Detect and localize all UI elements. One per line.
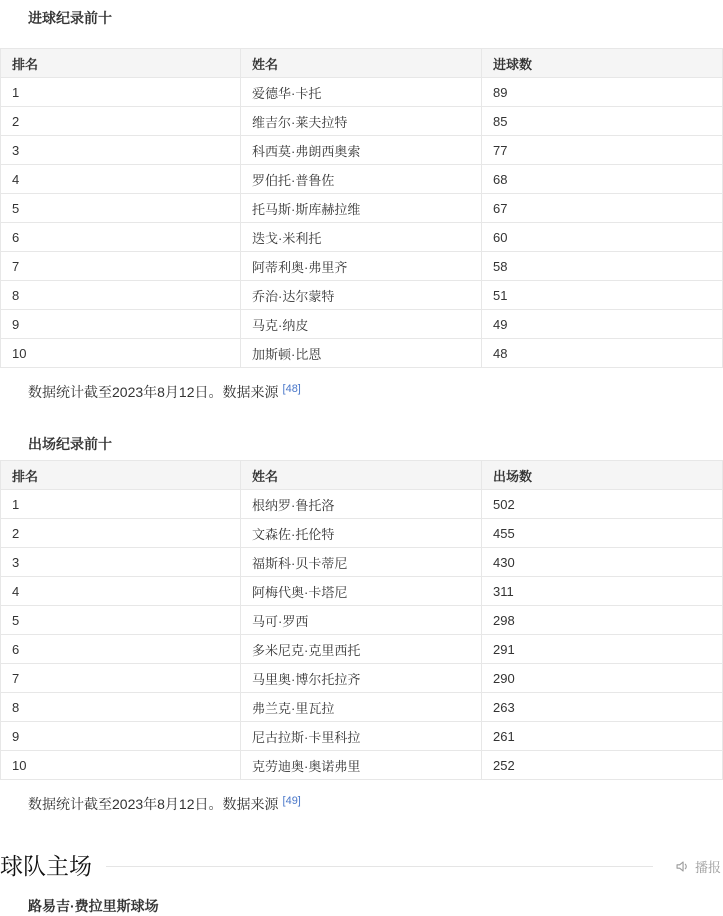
table-cell: 马可·罗西 — [241, 606, 482, 635]
table-row — [1, 751, 723, 780]
table-cell: 60 — [482, 223, 723, 252]
table-cell: 阿梅代奥·卡塔尼 — [241, 577, 482, 606]
table-cell: 67 — [482, 194, 723, 223]
stadium-name-text: 路易吉·费拉里斯球场 — [28, 898, 159, 914]
table-row — [1, 194, 723, 223]
table-cell: 阿蒂利奥·弗里齐 — [241, 252, 482, 281]
table-row — [1, 281, 723, 310]
table-cell: 迭戈·米利托 — [241, 223, 482, 252]
appearances-records-title: 出场纪录前十 — [28, 436, 112, 452]
table-cell: 10 — [1, 751, 241, 780]
team-home-heading: 球队主场 — [0, 853, 92, 879]
table-cell: 马克·纳皮 — [241, 310, 482, 339]
table-row — [1, 136, 723, 165]
broadcast-label: 播报 — [694, 859, 721, 875]
table-cell: 4 — [1, 165, 241, 194]
appearances-table — [0, 460, 723, 780]
table-cell: 文森佐·托伦特 — [241, 519, 482, 548]
table-cell: 6 — [1, 223, 241, 252]
reference-48-link[interactable]: [48] — [282, 383, 301, 395]
table-cell: 5 — [1, 606, 241, 635]
table-cell: 89 — [482, 78, 723, 107]
table-row — [1, 635, 723, 664]
table-cell: 6 — [1, 635, 241, 664]
speaker-icon — [675, 859, 690, 874]
table-cell: 48 — [482, 339, 723, 368]
reference-49-link[interactable]: [49] — [282, 795, 301, 807]
rank-column-header: 排名 — [1, 49, 241, 78]
name-column-header: 姓名 — [241, 49, 482, 78]
table-cell: 福斯科·贝卡蒂尼 — [241, 548, 482, 577]
footnote-text: 数据统计截至2023年8月12日。数据来源 — [28, 384, 279, 400]
table-cell: 多米尼克·克里西托 — [241, 635, 482, 664]
table-cell: 311 — [482, 577, 723, 606]
heading-divider — [106, 866, 653, 867]
table-row — [1, 310, 723, 339]
table-header-row — [1, 49, 723, 78]
table-cell: 290 — [482, 664, 723, 693]
rank-column-header: 排名 — [1, 461, 241, 490]
table-row — [1, 519, 723, 548]
table-cell: 298 — [482, 606, 723, 635]
table-row — [1, 664, 723, 693]
table-row — [1, 577, 723, 606]
goals-records-title: 进球纪录前十 — [28, 10, 112, 26]
table-cell: 爱德华·卡托 — [241, 78, 482, 107]
name-column-header: 姓名 — [241, 461, 482, 490]
table-cell: 8 — [1, 281, 241, 310]
goals-footnote — [28, 383, 723, 403]
table-cell: 科西莫·弗朗西奥索 — [241, 136, 482, 165]
table-row — [1, 722, 723, 751]
table-cell: 马里奥·博尔托拉齐 — [241, 664, 482, 693]
table-row — [1, 78, 723, 107]
table-cell: 3 — [1, 548, 241, 577]
table-cell: 2 — [1, 519, 241, 548]
table-cell: 261 — [482, 722, 723, 751]
table-cell: 1 — [1, 490, 241, 519]
table-cell: 68 — [482, 165, 723, 194]
appearances-column-header: 出场数 — [482, 461, 723, 490]
table-cell: 263 — [482, 693, 723, 722]
table-cell: 291 — [482, 635, 723, 664]
table-cell: 7 — [1, 252, 241, 281]
table-cell: 尼古拉斯·卡里科拉 — [241, 722, 482, 751]
table-cell: 3 — [1, 136, 241, 165]
goals-table — [0, 48, 723, 368]
goals-column-header: 进球数 — [482, 49, 723, 78]
table-cell: 9 — [1, 310, 241, 339]
table-row — [1, 339, 723, 368]
table-cell: 10 — [1, 339, 241, 368]
table-row — [1, 490, 723, 519]
table-row — [1, 223, 723, 252]
table-cell: 430 — [482, 548, 723, 577]
table-cell: 托马斯·斯库赫拉维 — [241, 194, 482, 223]
table-row — [1, 107, 723, 136]
broadcast-button[interactable] — [675, 857, 721, 876]
footnote-text: 数据统计截至2023年8月12日。数据来源 — [28, 796, 279, 812]
table-cell: 8 — [1, 693, 241, 722]
table-cell: 维吉尔·莱夫拉特 — [241, 107, 482, 136]
table-cell: 49 — [482, 310, 723, 339]
table-cell: 根纳罗·鲁托洛 — [241, 490, 482, 519]
table-cell: 1 — [1, 78, 241, 107]
table-row — [1, 606, 723, 635]
table-header-row — [1, 461, 723, 490]
table-row — [1, 165, 723, 194]
table-cell: 252 — [482, 751, 723, 780]
table-cell: 罗伯托·普鲁佐 — [241, 165, 482, 194]
table-cell: 加斯顿·比恩 — [241, 339, 482, 368]
table-cell: 502 — [482, 490, 723, 519]
table-cell: 2 — [1, 107, 241, 136]
appearances-footnote — [28, 795, 723, 815]
table-cell: 51 — [482, 281, 723, 310]
table-cell: 77 — [482, 136, 723, 165]
table-row — [1, 693, 723, 722]
table-cell: 58 — [482, 252, 723, 281]
table-cell: 4 — [1, 577, 241, 606]
table-cell: 克劳迪奥·奥诺弗里 — [241, 751, 482, 780]
table-row — [1, 548, 723, 577]
table-cell: 7 — [1, 664, 241, 693]
table-cell: 乔治·达尔蒙特 — [241, 281, 482, 310]
table-cell: 9 — [1, 722, 241, 751]
table-cell: 455 — [482, 519, 723, 548]
table-row — [1, 252, 723, 281]
table-cell: 弗兰克·里瓦拉 — [241, 693, 482, 722]
team-home-heading-row — [0, 851, 723, 881]
table-cell: 5 — [1, 194, 241, 223]
table-cell: 85 — [482, 107, 723, 136]
